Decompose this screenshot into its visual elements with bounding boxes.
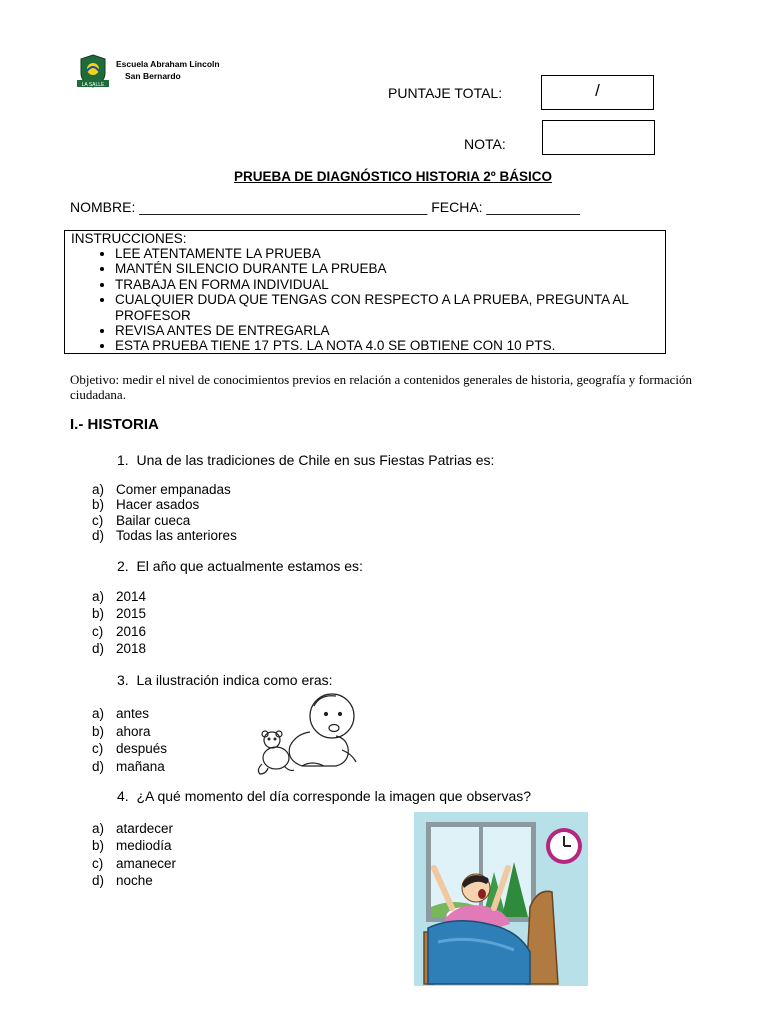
score-value: / <box>595 81 600 100</box>
option-d[interactable]: d) Todas las anteriores <box>92 527 237 543</box>
child-waking-up-illustration <box>414 812 588 986</box>
grade-label: NOTA: <box>464 136 506 152</box>
section-title: I.- HISTORIA <box>70 416 159 433</box>
instruction-item: • ESTA PRUEBA TIENE 17 PTS. LA NOTA 4.0 SE OBTIENE CON 10 PTS. <box>115 338 659 353</box>
instruction-item: • LEE ATENTAMENTE LA PRUEBA <box>115 246 659 261</box>
option-c[interactable]: c) 2016 <box>92 623 147 639</box>
option-b[interactable]: b) 2015 <box>92 606 147 622</box>
instruction-item: • CUALQUIER DUDA QUE TENGAS CON RESPECTO A LA PRUEBA, PREGUNTA AL PROFESOR <box>115 292 659 323</box>
option-d[interactable]: d) noche <box>92 872 153 888</box>
question-number: 4. <box>117 788 129 804</box>
school-name <box>116 58 220 82</box>
option-c[interactable]: c) Bailar cueca <box>92 512 191 528</box>
question-1 <box>117 452 494 468</box>
score-box[interactable] <box>541 75 654 110</box>
option-c[interactable]: c) después <box>92 741 168 756</box>
question-4-options <box>92 820 176 889</box>
question-1-options <box>92 482 237 543</box>
question-number: 3. <box>117 672 129 688</box>
name-date-line[interactable]: NOMBRE: _____________________________________ FECHA: ____________ <box>70 199 580 215</box>
question-4 <box>117 788 531 804</box>
question-3 <box>117 672 333 688</box>
question-2 <box>117 558 363 574</box>
instruction-item: • TRABAJA EN FORMA INDIVIDUAL <box>115 277 659 292</box>
instructions-list <box>71 246 659 354</box>
school-name-line2: San Bernardo <box>125 71 181 81</box>
question-text: El año que actualmente estamos es: <box>136 558 363 574</box>
grade-box[interactable] <box>542 120 655 155</box>
option-d[interactable]: d) 2018 <box>92 640 147 656</box>
instructions-box <box>64 230 666 354</box>
option-a[interactable]: a) 2014 <box>92 589 147 604</box>
option-a[interactable]: a) antes <box>92 706 150 721</box>
school-crest-icon <box>74 53 112 89</box>
option-d[interactable]: d) mañana <box>92 758 165 774</box>
instruction-item: • MANTÉN SILENCIO DURANTE LA PRUEBA <box>115 261 659 276</box>
instruction-item: • REVISA ANTES DE ENTREGARLA <box>115 323 659 338</box>
option-a[interactable]: a) atardecer <box>92 821 174 836</box>
question-text: Una de las tradiciones de Chile en sus Fiestas Patrias es: <box>136 452 495 468</box>
option-b[interactable]: b) ahora <box>92 723 151 739</box>
question-text: ¿A qué momento del día corresponde la imagen que observas? <box>136 788 532 804</box>
option-b[interactable]: b) mediodía <box>92 838 172 854</box>
question-3-options <box>92 705 167 775</box>
page-title: PRUEBA DE DIAGNÓSTICO HISTORIA 2º BÁSICO <box>234 169 552 184</box>
question-number: 2. <box>117 558 129 574</box>
question-text: La ilustración indica como eras: <box>136 672 333 688</box>
instructions-heading: INSTRUCCIONES: <box>71 231 187 246</box>
option-b[interactable]: b) Hacer asados <box>92 497 200 513</box>
svg-text:LA SALLE: LA SALLE <box>81 82 105 88</box>
objective-text: Objetivo: medir el nivel de conocimientos previos en relación a contenidos generales de historia, geografía y formación ciudadana. <box>70 372 692 402</box>
option-c[interactable]: c) amanecer <box>92 855 177 871</box>
score-label: PUNTAJE TOTAL: <box>388 85 503 101</box>
option-a[interactable]: a) Comer empanadas <box>92 482 231 497</box>
school-name-line1: Escuela Abraham Lincoln <box>116 59 220 69</box>
question-number: 1. <box>117 452 129 468</box>
question-2-options <box>92 588 146 657</box>
baby-illustration <box>250 690 360 776</box>
